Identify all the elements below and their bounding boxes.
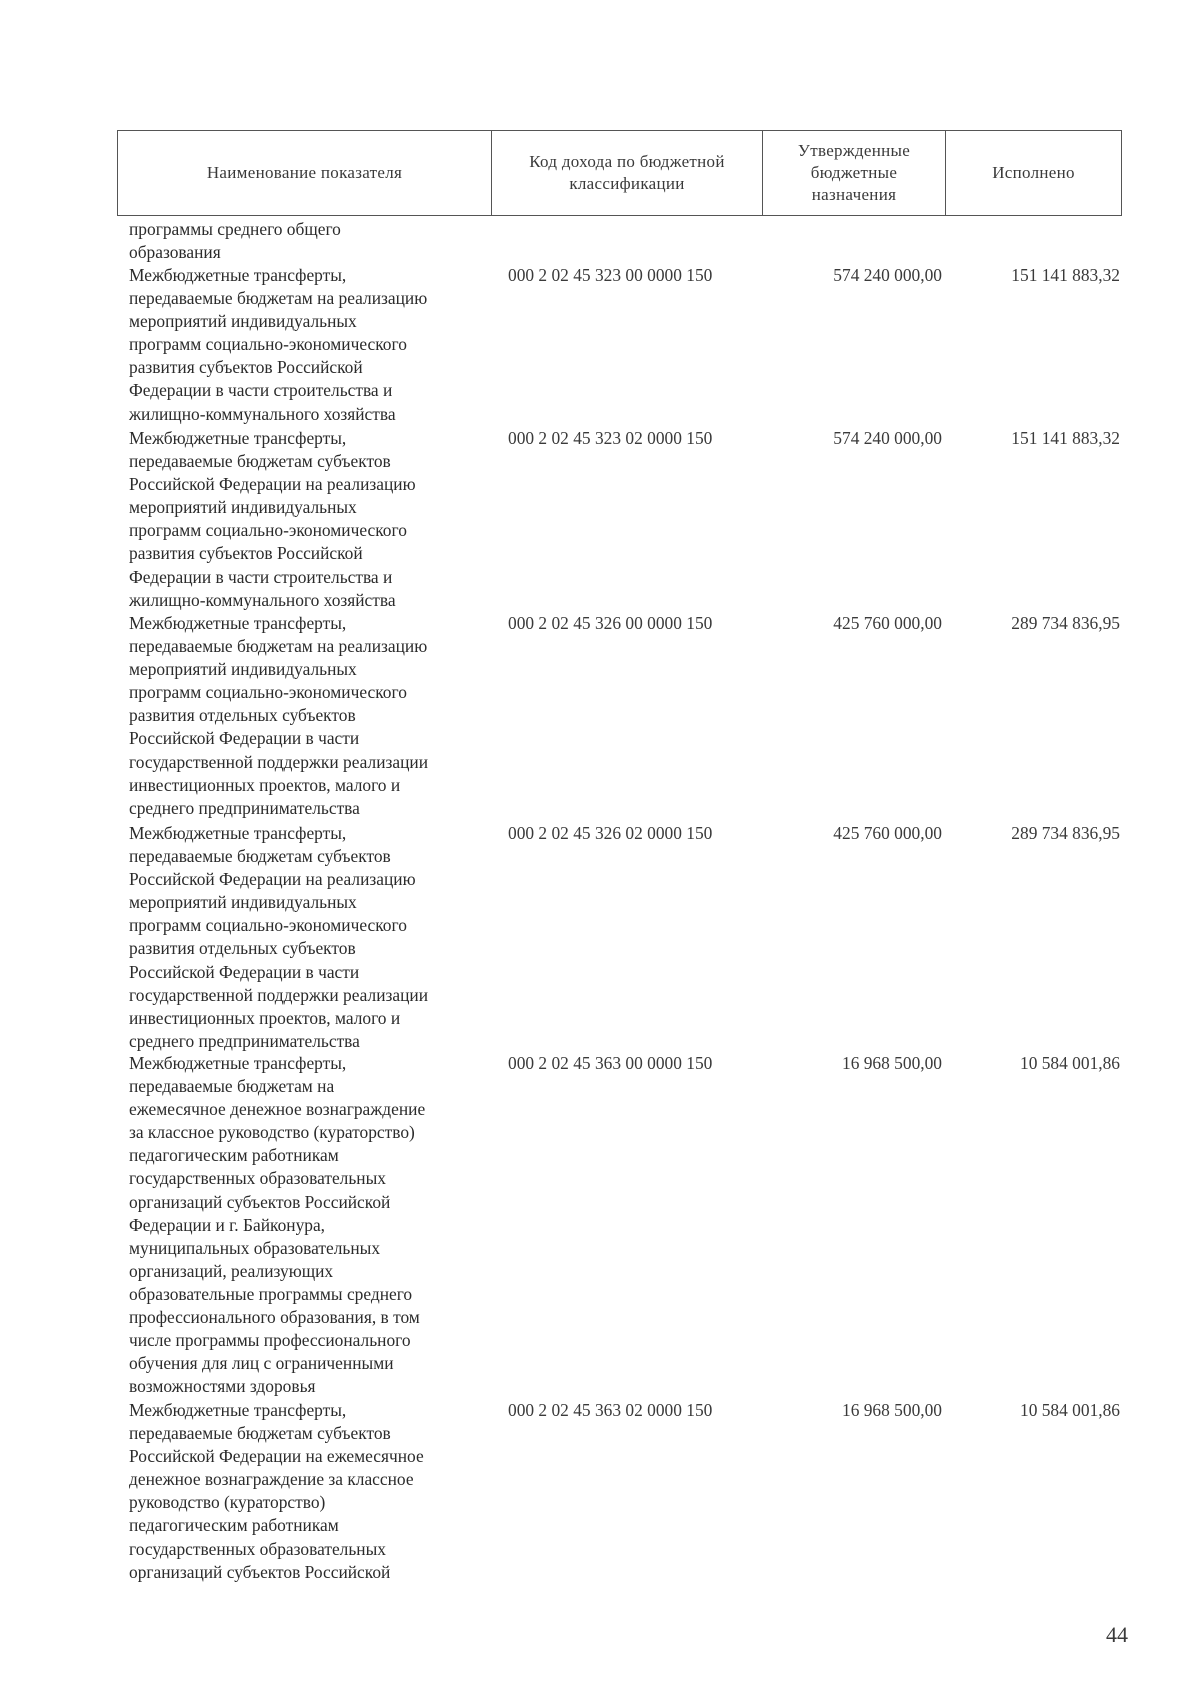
row-4-code: 000 2 02 45 363 00 0000 150 xyxy=(508,1053,713,1073)
row-4-done: 10 584 001,86 xyxy=(1020,1053,1120,1073)
row-1-approved: 574 240 000,00 xyxy=(833,428,942,448)
row-3-approved: 425 760 000,00 xyxy=(833,823,942,843)
row-5-name: Межбюджетные трансферты, передаваемые бюджетам субъектов Российской Федерации на ежемесячное денежное вознаграждение за классное руководство (кураторство) педагогическим работникам государственных образовательных организаций субъектов Российской xyxy=(129,1400,424,1582)
row-2-done: 289 734 836,95 xyxy=(1011,613,1120,633)
row-1-name: Межбюджетные трансферты, передаваемые бюджетам субъектов Российской Федерации на реализацию мероприятий индивидуальных программ социально-экономического развития субъектов Российской Федерации в части строительства и жилищно-коммунального хозяйства xyxy=(129,428,416,610)
row-0-code: 000 2 02 45 323 00 0000 150 xyxy=(508,265,713,285)
row-5-code: 000 2 02 45 363 02 0000 150 xyxy=(508,1400,713,1420)
row-2-approved: 425 760 000,00 xyxy=(833,613,942,633)
row-5-done: 10 584 001,86 xyxy=(1020,1400,1120,1420)
row-4-name: Межбюджетные трансферты, передаваемые бюджетам на ежемесячное денежное вознаграждение за классное руководство (кураторство) педагогическим работникам государственных образовательных организаций субъектов Российской Федерации и г. Байконура, муниципальных образовательных организаций, реализующих образовательные программы среднего профессионального образования, в том числе программы профессионального обучения для лиц с ограниченными возможностями здоровья xyxy=(129,1053,426,1397)
row-1-done: 151 141 883,32 xyxy=(1011,428,1120,448)
row-0-name: Межбюджетные трансферты, передаваемые бюджетам на реализацию мероприятий индивидуальных программ социально-экономического развития субъектов Российской Федерации в части строительства и жилищно-коммунального хозяйства xyxy=(129,265,428,424)
row-3-done: 289 734 836,95 xyxy=(1011,823,1120,843)
page-number: 44 xyxy=(1106,1622,1128,1647)
continuation-text: программы среднего общего образования xyxy=(129,219,341,263)
header-approved: Утвержденные бюджетные назначения xyxy=(763,131,946,216)
row-5-approved: 16 968 500,00 xyxy=(842,1400,942,1420)
row-0-done: 151 141 883,32 xyxy=(1011,265,1120,285)
header-code: Код дохода по бюджетной классификации xyxy=(492,131,763,216)
row-2-code: 000 2 02 45 326 00 0000 150 xyxy=(508,613,713,633)
row-1-code: 000 2 02 45 323 02 0000 150 xyxy=(508,428,713,448)
row-3-name: Межбюджетные трансферты, передаваемые бюджетам субъектов Российской Федерации на реализацию мероприятий индивидуальных программ социально-экономического развития отдельных субъектов Российской Федерации в части государственной поддержки реализации инвестиционных проектов, малого и среднего предпринимательства xyxy=(129,823,429,1051)
header-name: Наименование показателя xyxy=(118,131,492,216)
row-4-approved: 16 968 500,00 xyxy=(842,1053,942,1073)
row-3-code: 000 2 02 45 326 02 0000 150 xyxy=(508,823,713,843)
header-done: Исполнено xyxy=(946,131,1122,216)
row-0-approved: 574 240 000,00 xyxy=(833,265,942,285)
row-2-name: Межбюджетные трансферты, передаваемые бюджетам на реализацию мероприятий индивидуальных программ социально-экономического развития отдельных субъектов Российской Федерации в части государственной поддержки реализации инвестиционных проектов, малого и среднего предпринимательства xyxy=(129,613,429,818)
